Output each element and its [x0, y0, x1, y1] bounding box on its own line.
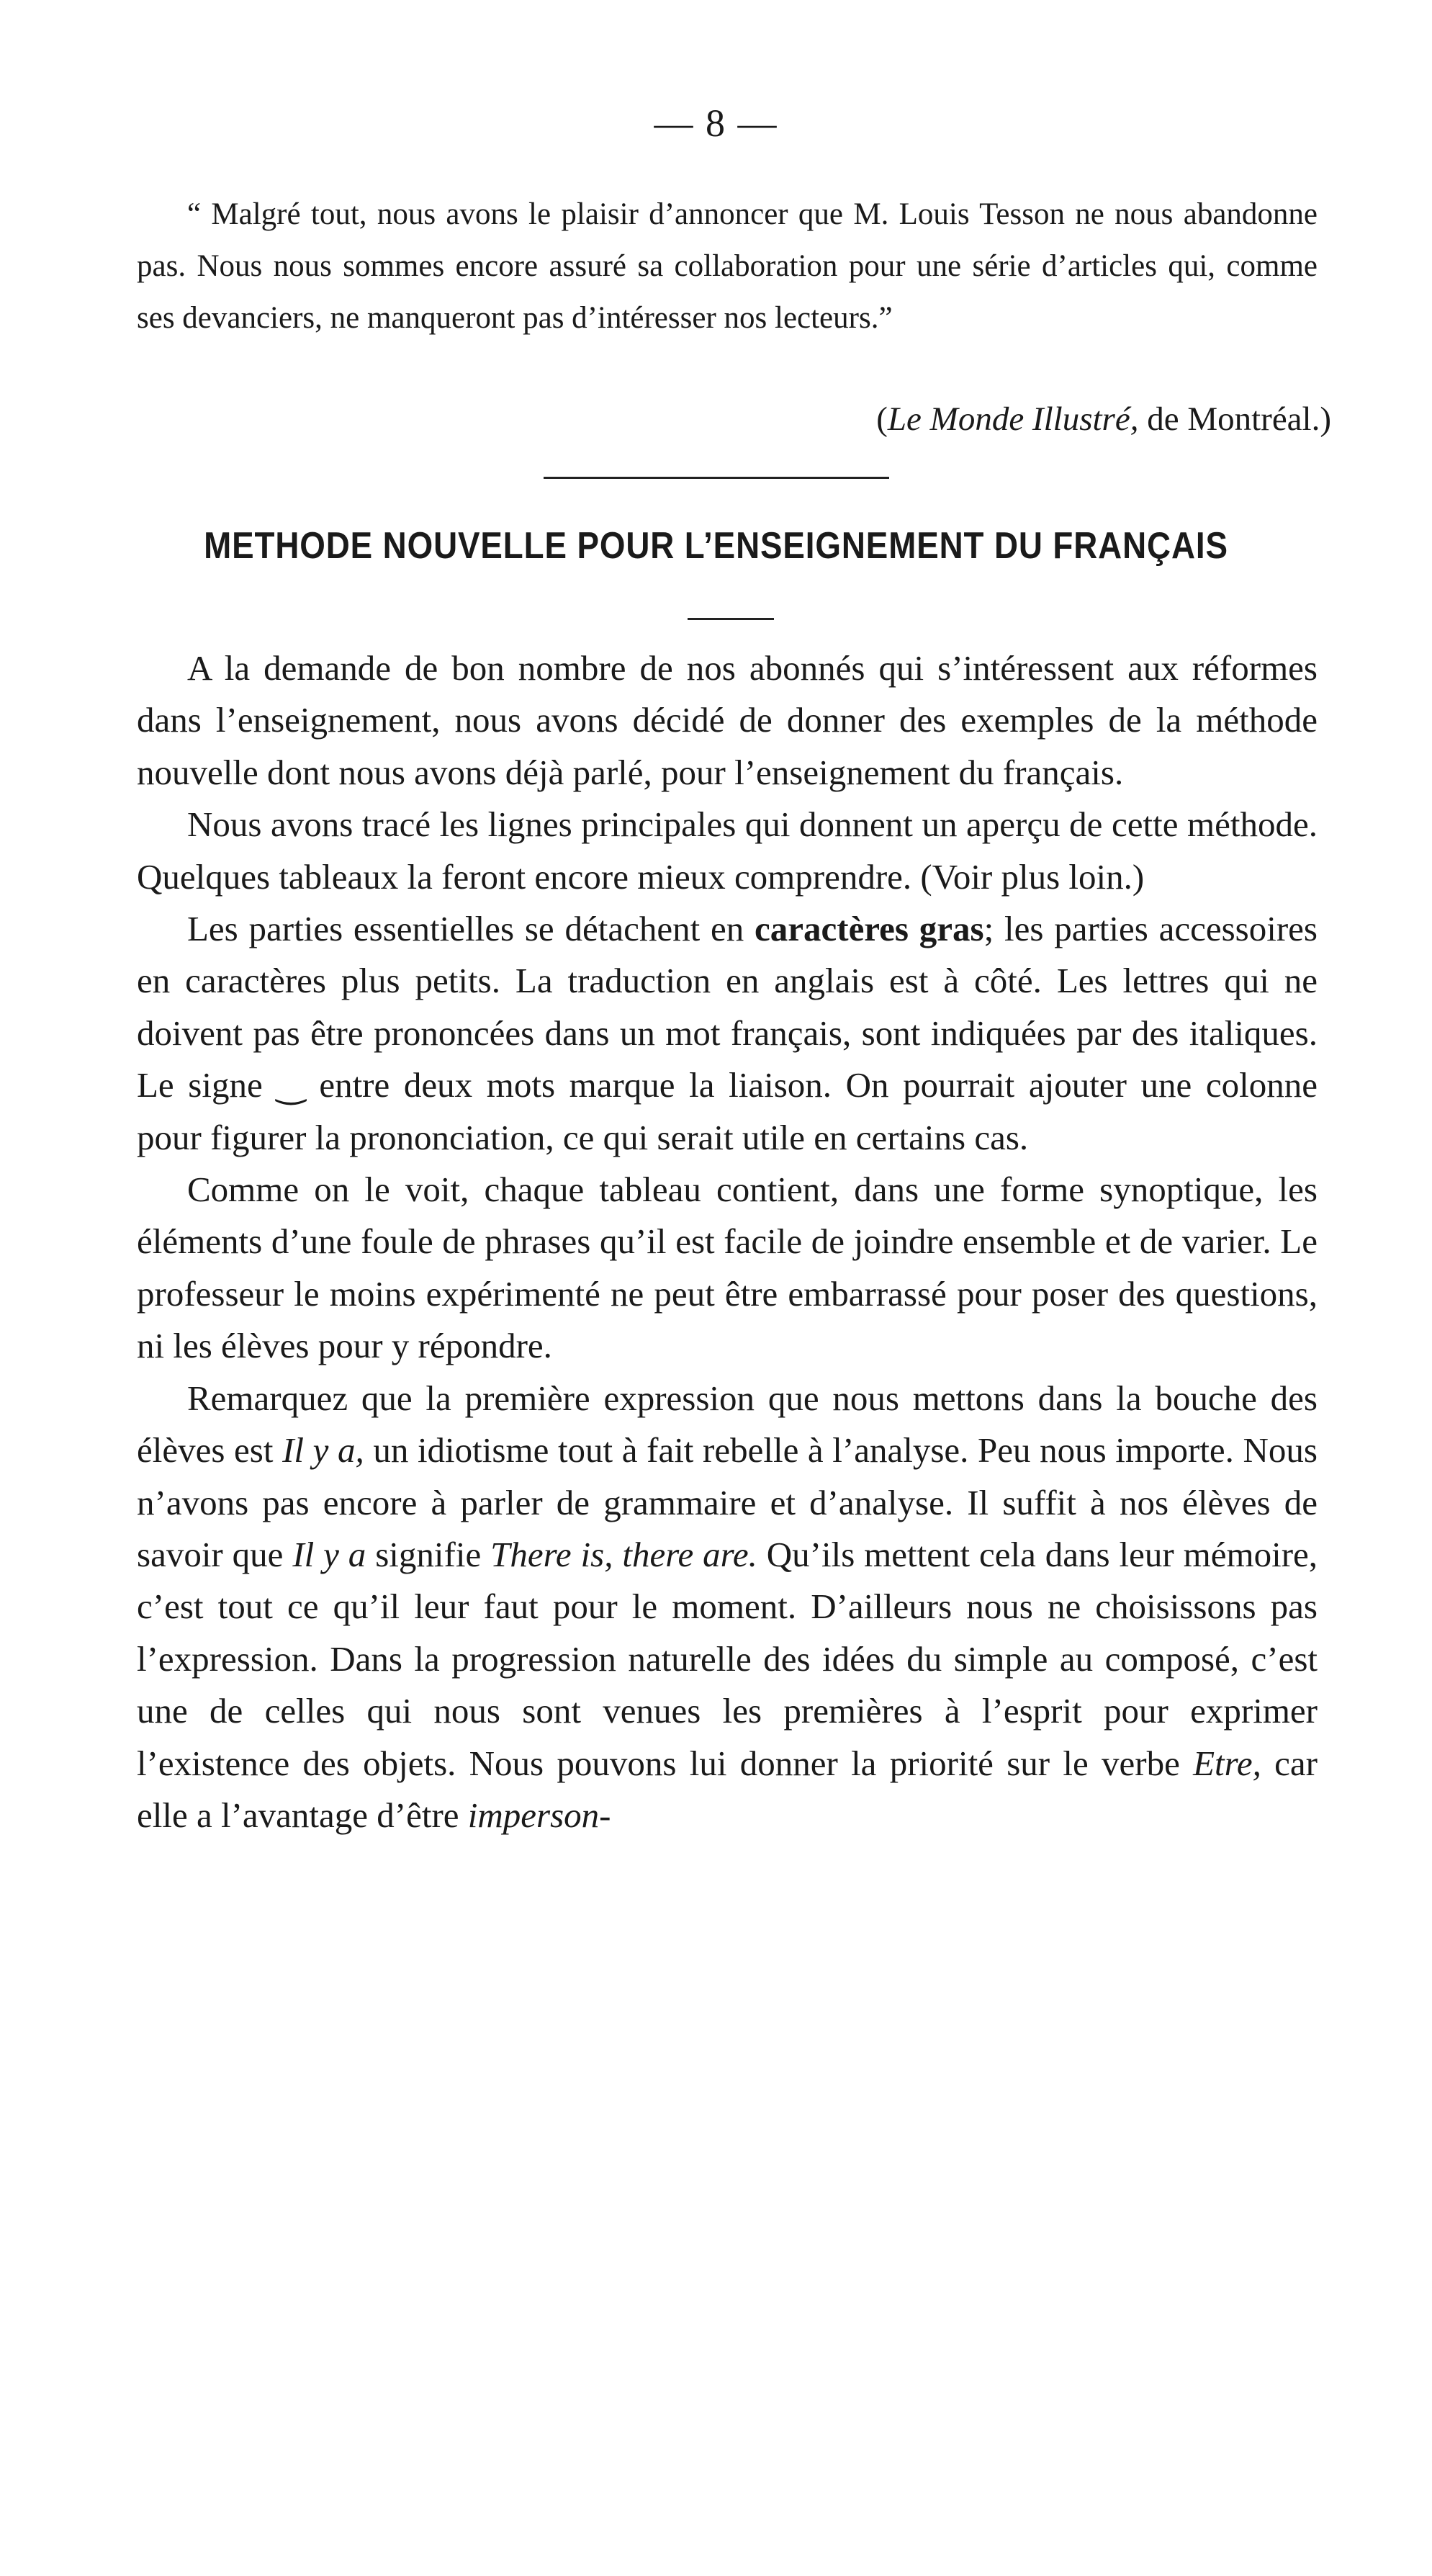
quote-paragraph: “ Malgré tout, nous avons le plaisir d’annoncer que M. Louis Tesson ne nous abandonne pas. Nous nous sommes encore assuré sa collaboration pour une série d’articles qui, comme ses devanciers, ne manqueront pas d’intéresser nos lecteurs.” — [137, 197, 1318, 335]
citation-title: Le Monde Illustré, — [887, 400, 1139, 438]
paragraph-5-italic-1: Il y a, — [282, 1430, 364, 1471]
paragraph-5-italic-4: Etre, — [1193, 1743, 1261, 1783]
paragraph-5-text-e: car elle a l’avantage d’être — [137, 1743, 1318, 1835]
paragraph-5-italic-2: Il y a — [292, 1534, 366, 1574]
paragraph-5 — [137, 1373, 1318, 1842]
paragraph-4: Comme on le voit, chaque tableau contient, dans une forme synoptique, les éléments d’une foule de phrases qu’il est facile de joindre ensemble et de varier. Le professeur le moins expérimenté ne peut être embarrassé pour poser des questions, ni les élèves pour y répondre. — [137, 1170, 1318, 1366]
divider-rule-short — [688, 618, 774, 620]
citation-open-paren: ( — [876, 400, 888, 438]
article-body — [137, 642, 1318, 1841]
paragraph-3-bold-term: caractères gras — [755, 909, 984, 949]
paragraph-1: A la demande de bon nombre de nos abonnés qui s’intéressent aux réformes dans l’enseignement, nous avons décidé de donner des exemples de la méthode nouvelle dont nous avons déjà parlé, pour l’enseignement du français. — [137, 648, 1318, 792]
section-heading: METHODE NOUVELLE POUR L’ENSEIGNEMENT DU FRANÇAIS — [204, 525, 1228, 567]
paragraph-3-text-a: Les parties essentielles se détachent en — [187, 909, 755, 949]
paragraph-5-italic-5: imperson- — [467, 1795, 611, 1835]
divider-rule-top — [544, 477, 889, 479]
paragraph-5-text-a: Remarquez que la première expression que nous mettons dans la bouche des élèves est — [137, 1378, 1318, 1471]
paragraph-5-text-b: un idiotisme tout à fait rebelle à l’analyse. Peu nous importe. Nous n’avons pas encore à parler de grammaire et d’analyse. Il suffit à nos élèves de savoir que — [137, 1430, 1318, 1574]
paragraph-3-text-b: ; les parties accessoires en caractères plus petits. La traduction en anglais est à côté. Les lettres qui ne doivent pas être prononcées dans un mot français, sont indiquées par des italiques. Le signe ‿ entre deux mots marque la liaison. On pourrait ajouter une colonne pour figurer la prononciation, ce qui serait utile en certains cas. — [137, 909, 1318, 1157]
paragraph-3 — [137, 903, 1318, 1164]
paragraph-5-text-d: Qu’ils mettent cela dans leur mémoire, c’est tout ce qu’il leur faut pour le moment. D’ailleurs nous ne choisissons pas l’expression. Dans la progression naturelle des idées du simple au composé, c’est une de celles qui nous sont venues les premières à l’esprit pour exprimer l’existence des objets. Nous pouvons lui donner la priorité sur le verbe — [137, 1534, 1318, 1783]
citation-place: de Montréal.) — [1138, 400, 1331, 438]
paragraph-5-text-c: signifie — [366, 1534, 491, 1574]
paragraph-5-italic-3: There is, there are. — [490, 1534, 757, 1574]
quote-citation — [876, 393, 1331, 445]
paragraph-2: Nous avons tracé les lignes principales qui donnent un aperçu de cette méthode. Quelques tableaux la feront encore mieux comprendre. (Voir plus loin.) — [137, 804, 1318, 897]
page-number: — 8 — — [654, 102, 778, 145]
